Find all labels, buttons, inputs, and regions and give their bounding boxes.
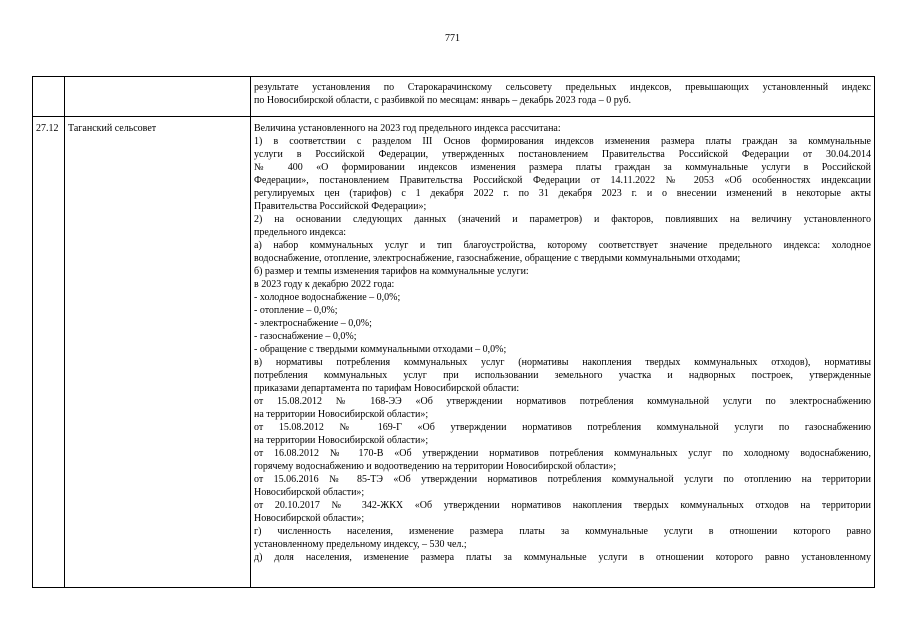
text-line: от 15.08.2012 № 169-Г «Об утверждении нормативов потребления коммунальной услуги по газоснабжению [254,422,871,433]
text-line: № 400 «О формировании индексов изменения размера платы граждан за коммунальные услуги в Российской [254,162,871,173]
text-line: Величина установленного на 2023 год предельного индекса рассчитана: [254,123,561,134]
municipality-name-cell: Таганский сельсовет [65,117,251,588]
municipality-name-cell [65,77,251,117]
text-line: приказами департамента по тарифам Новосибирской области: [254,383,520,394]
text-line: по Новосибирской области, с разбивкой по месяцам: январь – декабрь 2023 года – 0 руб. [254,95,632,106]
row-number-cell [33,77,65,117]
text-line: 2) на основании следующих данных (значений и параметров) и факторов, повлиявших на величину установленного [254,214,871,225]
text-line: д) доля населения, изменение размера платы за коммунальные услуги в отношении которого равно установленному [254,552,871,563]
text-line: - холодное водоснабжение – 0,0%; [254,292,401,303]
text-line: б) размер и темпы изменения тарифов на коммунальные услуги: [254,266,529,277]
text-line: результате установления по Старокарачинскому сельсовету предельных индексов, превышающих установленный индекс [254,82,871,93]
text-line: Новосибирской области»; [254,487,365,498]
description-cell [251,77,875,117]
description-cell [251,117,875,588]
table-row [33,117,875,588]
page-number: 771 [445,33,460,44]
text-line: - электроснабжение – 0,0%; [254,318,372,329]
text-line: установленному предельному индексу, – 530 чел.; [254,539,467,550]
text-line: регулируемых цен (тарифов) с 1 декабря 2022 г. по 31 декабря 2023 г. и о внесении изменений в некоторые акты [254,188,871,199]
text-line: потребления коммунальных услуг при использовании земельного участка и надворных построек, утвержденные [254,370,871,381]
text-line: от 16.08.2012 № 170-В «Об утверждении нормативов потребления коммунальных услуг по холодному водоснабжению, [254,448,871,459]
table-row [33,77,875,117]
text-line: от 15.08.2012 № 168-ЭЭ «Об утверждении нормативов потребления коммунальной услуги по электроснабжению [254,396,871,407]
text-line: горячему водоснабжению и водоотведению на территории Новосибирской области»; [254,461,617,472]
text-line: от 20.10.2017 № 342-ЖКХ «Об утверждении нормативов накопления твердых коммунальных отходов на территории [254,500,871,511]
text-line: водоснабжение, отопление, электроснабжение, газоснабжение, обращение с твердыми коммунальными отходами; [254,253,741,264]
text-line: Новосибирской области»; [254,513,365,524]
text-line: - обращение с твердыми коммунальными отходами – 0,0%; [254,344,507,355]
text-line: а) набор коммунальных услуг и тип благоустройства, которому соответствует значение предельного индекса: холодное [254,240,871,251]
text-line: 1) в соответствии с разделом III Основ формирования индексов изменения размера платы граждан за коммунальные [254,136,871,147]
row-number-cell: 27.12 [33,117,65,588]
text-line: - отопление – 0,0%; [254,305,338,316]
text-line: на территории Новосибирской области»; [254,435,429,446]
text-line: Правительства Российской Федерации»; [254,201,427,212]
text-line: г) численность населения, изменение размера платы за коммунальные услуги в отношении которого равно [254,526,871,537]
text-line: - газоснабжение – 0,0%; [254,331,357,342]
text-line: в) нормативы потребления коммунальных услуг (нормативы накопления твердых коммунальных отходов), нормативы [254,357,871,368]
text-line: в 2023 году к декабрю 2022 года: [254,279,395,290]
text-line: на территории Новосибирской области»; [254,409,429,420]
document-table [32,76,875,588]
text-line: Федерации», постановлением Правительства Российской Федерации от 14.11.2022 № 2053 «Об особенностях индексации [254,175,871,186]
text-line: услуги в Российской Федерации, утвержденных постановлением Правительства Российской Федерации от 30.04.2014 [254,149,871,160]
text-line: от 15.06.2016 № 85-ТЭ «Об утверждении нормативов потребления коммунальной услуги по отоплению на территории [254,474,871,485]
text-line: предельного индекса: [254,227,347,238]
